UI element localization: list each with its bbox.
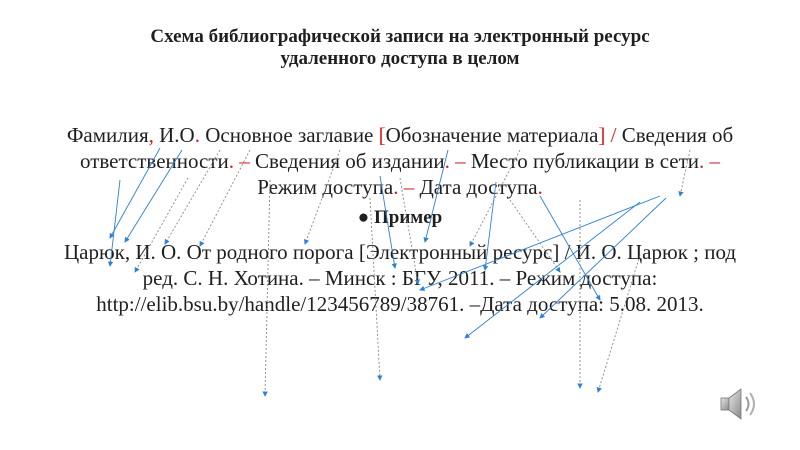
separator-dash: –: [449, 149, 466, 173]
separator-comma: ,: [148, 123, 154, 147]
schema-surname: Фамилия: [66, 123, 149, 147]
separator-slash: /: [605, 123, 617, 147]
bullet-icon: ●: [357, 207, 370, 228]
separator-dot: .: [537, 175, 543, 199]
separator-dot: .: [444, 149, 450, 173]
schema-main-title: Основное заглавие: [199, 123, 379, 147]
example-heading-label: Пример: [373, 207, 443, 228]
separator-dash: –: [398, 175, 415, 199]
separator-dot: .: [699, 149, 705, 173]
title-line-2: удаленного доступа в целом: [280, 48, 520, 69]
schema-material-designation: Обозначение материала: [385, 123, 599, 147]
schema-place: Место публикации в сети: [465, 149, 700, 173]
schema-access-date: Дата доступа: [414, 175, 538, 199]
separator-dot: .: [393, 175, 399, 199]
bibliographic-schema: [60, 122, 740, 200]
separator-bracket-open: [: [378, 123, 386, 147]
separator-dot: .: [228, 149, 235, 173]
separator-dash: –: [234, 149, 250, 173]
example-entry: Царюк, И. О. От родного порога [Электронный ресурс] / И. О. Царюк ; под ред. С. Н. Хотина. – Минск : БГУ, 2011. – Режим доступа: http://elib.bsu.by/handle/123456789/38761. –Дата доступа: 5.08. 2013.: [63, 240, 737, 316]
schema-responsibility: Сведения об ответственности: [79, 123, 734, 173]
title-line-1: Схема библиографической записи на электронный ресурс: [150, 26, 650, 47]
schema-initials: И.О: [153, 123, 195, 147]
schema-edition: Сведения об издании: [249, 149, 445, 173]
speaker-icon[interactable]: [715, 384, 765, 424]
example-heading: [60, 206, 740, 230]
separator-dot: .: [194, 123, 200, 147]
schema-access-mode: Режим доступа: [257, 175, 394, 199]
slide-title: [60, 26, 740, 70]
separator-dash: –: [704, 149, 721, 173]
separator-bracket-close: ]: [598, 123, 606, 147]
